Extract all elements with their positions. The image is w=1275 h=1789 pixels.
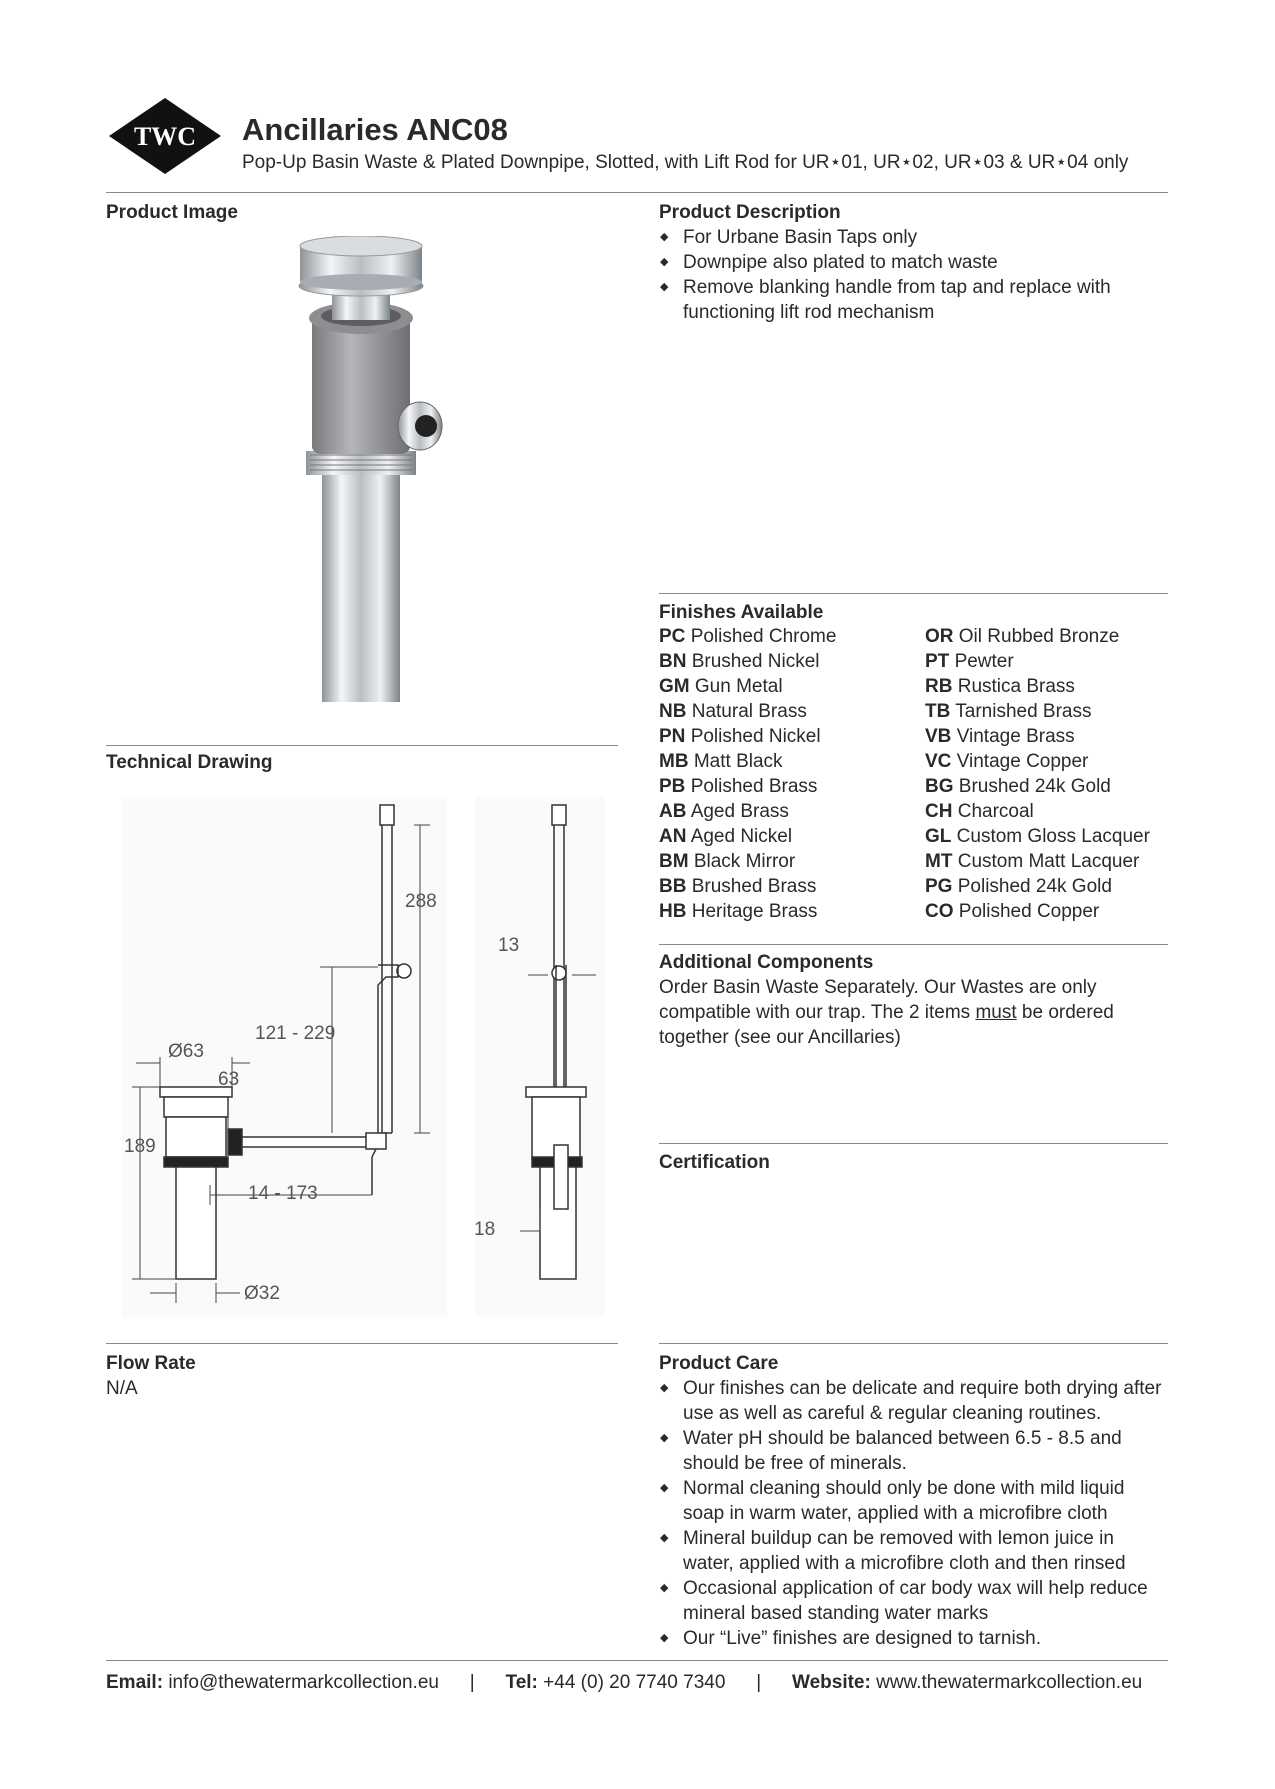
finish-item: PT Pewter <box>925 651 1014 672</box>
dim-rod: 288 <box>405 891 437 912</box>
finishes-right-column <box>925 624 1150 924</box>
emphasis-must: must <box>975 1002 1017 1023</box>
components-divider <box>659 1143 1168 1144</box>
care-list <box>659 1376 1169 1651</box>
finish-item: BM Black Mirror <box>659 851 796 872</box>
care-divider <box>659 1343 1168 1344</box>
finish-item: PB Polished Brass <box>659 776 818 797</box>
finish-item: PN Polished Nickel <box>659 726 821 747</box>
tel-label: Tel: <box>505 1672 538 1693</box>
twc-logo <box>106 96 224 176</box>
finishes-divider <box>659 944 1168 945</box>
finish-item: AB Aged Brass <box>659 801 789 822</box>
footer-separator: | <box>756 1672 762 1693</box>
finish-item: PG Polished 24k Gold <box>925 876 1112 897</box>
footer-separator: | <box>469 1672 475 1693</box>
dim-overall-height: 189 <box>124 1136 156 1157</box>
email-label: Email: <box>106 1672 164 1693</box>
description-item: ◆ Downpipe also plated to match waste <box>659 250 1159 275</box>
finish-item: VB Vintage Brass <box>925 726 1075 747</box>
finish-item: MB Matt Black <box>659 751 783 772</box>
care-item: ◆ Normal cleaning should only be done with mild liquid soap in warm water, applied with a microfibre cloth <box>659 1476 1169 1526</box>
certification-heading: Certification <box>659 1152 770 1173</box>
finish-item: CH Charcoal <box>925 801 1034 822</box>
technical-drawing-heading: Technical Drawing <box>106 752 273 773</box>
email-link[interactable]: info@thewatermarkcollection.eu <box>168 1672 439 1693</box>
care-item: ◆ Our “Live” finishes are designed to tarnish. <box>659 1626 1169 1651</box>
header-divider <box>106 192 1168 193</box>
finish-item: BB Brushed Brass <box>659 876 817 897</box>
description-item: ◆ For Urbane Basin Taps only <box>659 225 1159 250</box>
tel-link[interactable]: +44 (0) 20 7740 7340 <box>543 1672 726 1693</box>
finish-item: MT Custom Matt Lacquer <box>925 851 1140 872</box>
description-divider <box>659 593 1168 594</box>
finish-item: NB Natural Brass <box>659 701 807 722</box>
care-item: ◆ Mineral buildup can be removed with lemon juice in water, applied with a microfibre cloth and then rinsed <box>659 1526 1169 1576</box>
dim-pipe-diameter: Ø32 <box>244 1283 280 1304</box>
dim-body-height: 63 <box>218 1069 240 1090</box>
logo-text: TWC <box>133 122 197 151</box>
finish-item: GL Custom Gloss Lacquer <box>925 826 1150 847</box>
website-link[interactable]: www.thewatermarkcollection.eu <box>876 1672 1143 1693</box>
additional-components-heading: Additional Components <box>659 952 874 973</box>
finishes-left-column <box>659 624 836 924</box>
page-subtitle: Pop-Up Basin Waste & Plated Downpipe, Slotted, with Lift Rod for UR⋆01, UR⋆02, UR⋆03 & UR⋆04 only <box>242 152 1129 173</box>
product-care-heading: Product Care <box>659 1353 779 1374</box>
finishes-heading: Finishes Available <box>659 602 824 623</box>
finish-item: HB Heritage Brass <box>659 901 818 922</box>
finish-item: BG Brushed 24k Gold <box>925 776 1111 797</box>
website-label: Website: <box>791 1672 871 1693</box>
finish-item: GM Gun Metal <box>659 676 783 697</box>
additional-components-text: Order Basin Waste Separately. Our Wastes are only compatible with our trap. The 2 items must be ordered together (see our Ancillaries) <box>659 977 1114 1048</box>
drawing-divider <box>106 1343 618 1344</box>
care-item: ◆ Our finishes can be delicate and require both drying after use as well as careful & regular cleaning routines. <box>659 1376 1169 1426</box>
care-item: ◆ Water pH should be balanced between 6.5 - 8.5 and should be free of minerals. <box>659 1426 1169 1476</box>
footer-divider <box>106 1660 1168 1661</box>
care-item: ◆ Occasional application of car body wax will help reduce mineral based standing water marks <box>659 1576 1169 1626</box>
finish-item: BN Brushed Nickel <box>659 651 820 672</box>
finish-item: PC Polished Chrome <box>659 626 837 647</box>
finish-item: RB Rustica Brass <box>925 676 1075 697</box>
finish-item: OR Oil Rubbed Bronze <box>925 626 1120 647</box>
finish-item: TB Tarnished Brass <box>925 701 1092 722</box>
page-title: Ancillaries ANC08 <box>242 112 508 147</box>
dim-reach: 14 - 173 <box>248 1183 318 1204</box>
dim-slot: 13 <box>498 935 520 956</box>
image-divider <box>106 745 618 746</box>
dim-waste-diameter: Ø63 <box>168 1041 204 1062</box>
flow-rate-value: N/A <box>106 1378 138 1399</box>
logo-diamond-icon <box>106 96 224 176</box>
product-description-heading: Product Description <box>659 202 841 223</box>
finish-item: CO Polished Copper <box>925 901 1100 922</box>
finish-item: VC Vintage Copper <box>925 751 1089 772</box>
footer <box>106 1672 1142 1694</box>
dim-offset: 18 <box>474 1219 496 1240</box>
dim-rod-range: 121 - 229 <box>255 1023 336 1044</box>
product-image-heading: Product Image <box>106 202 238 223</box>
product-image <box>270 236 470 706</box>
description-list <box>659 225 1159 325</box>
technical-drawing <box>120 795 610 1320</box>
flow-rate-heading: Flow Rate <box>106 1353 196 1374</box>
description-item: ◆ Remove blanking handle from tap and replace with functioning lift rod mechanism <box>659 275 1159 325</box>
finish-item: AN Aged Nickel <box>659 826 793 847</box>
